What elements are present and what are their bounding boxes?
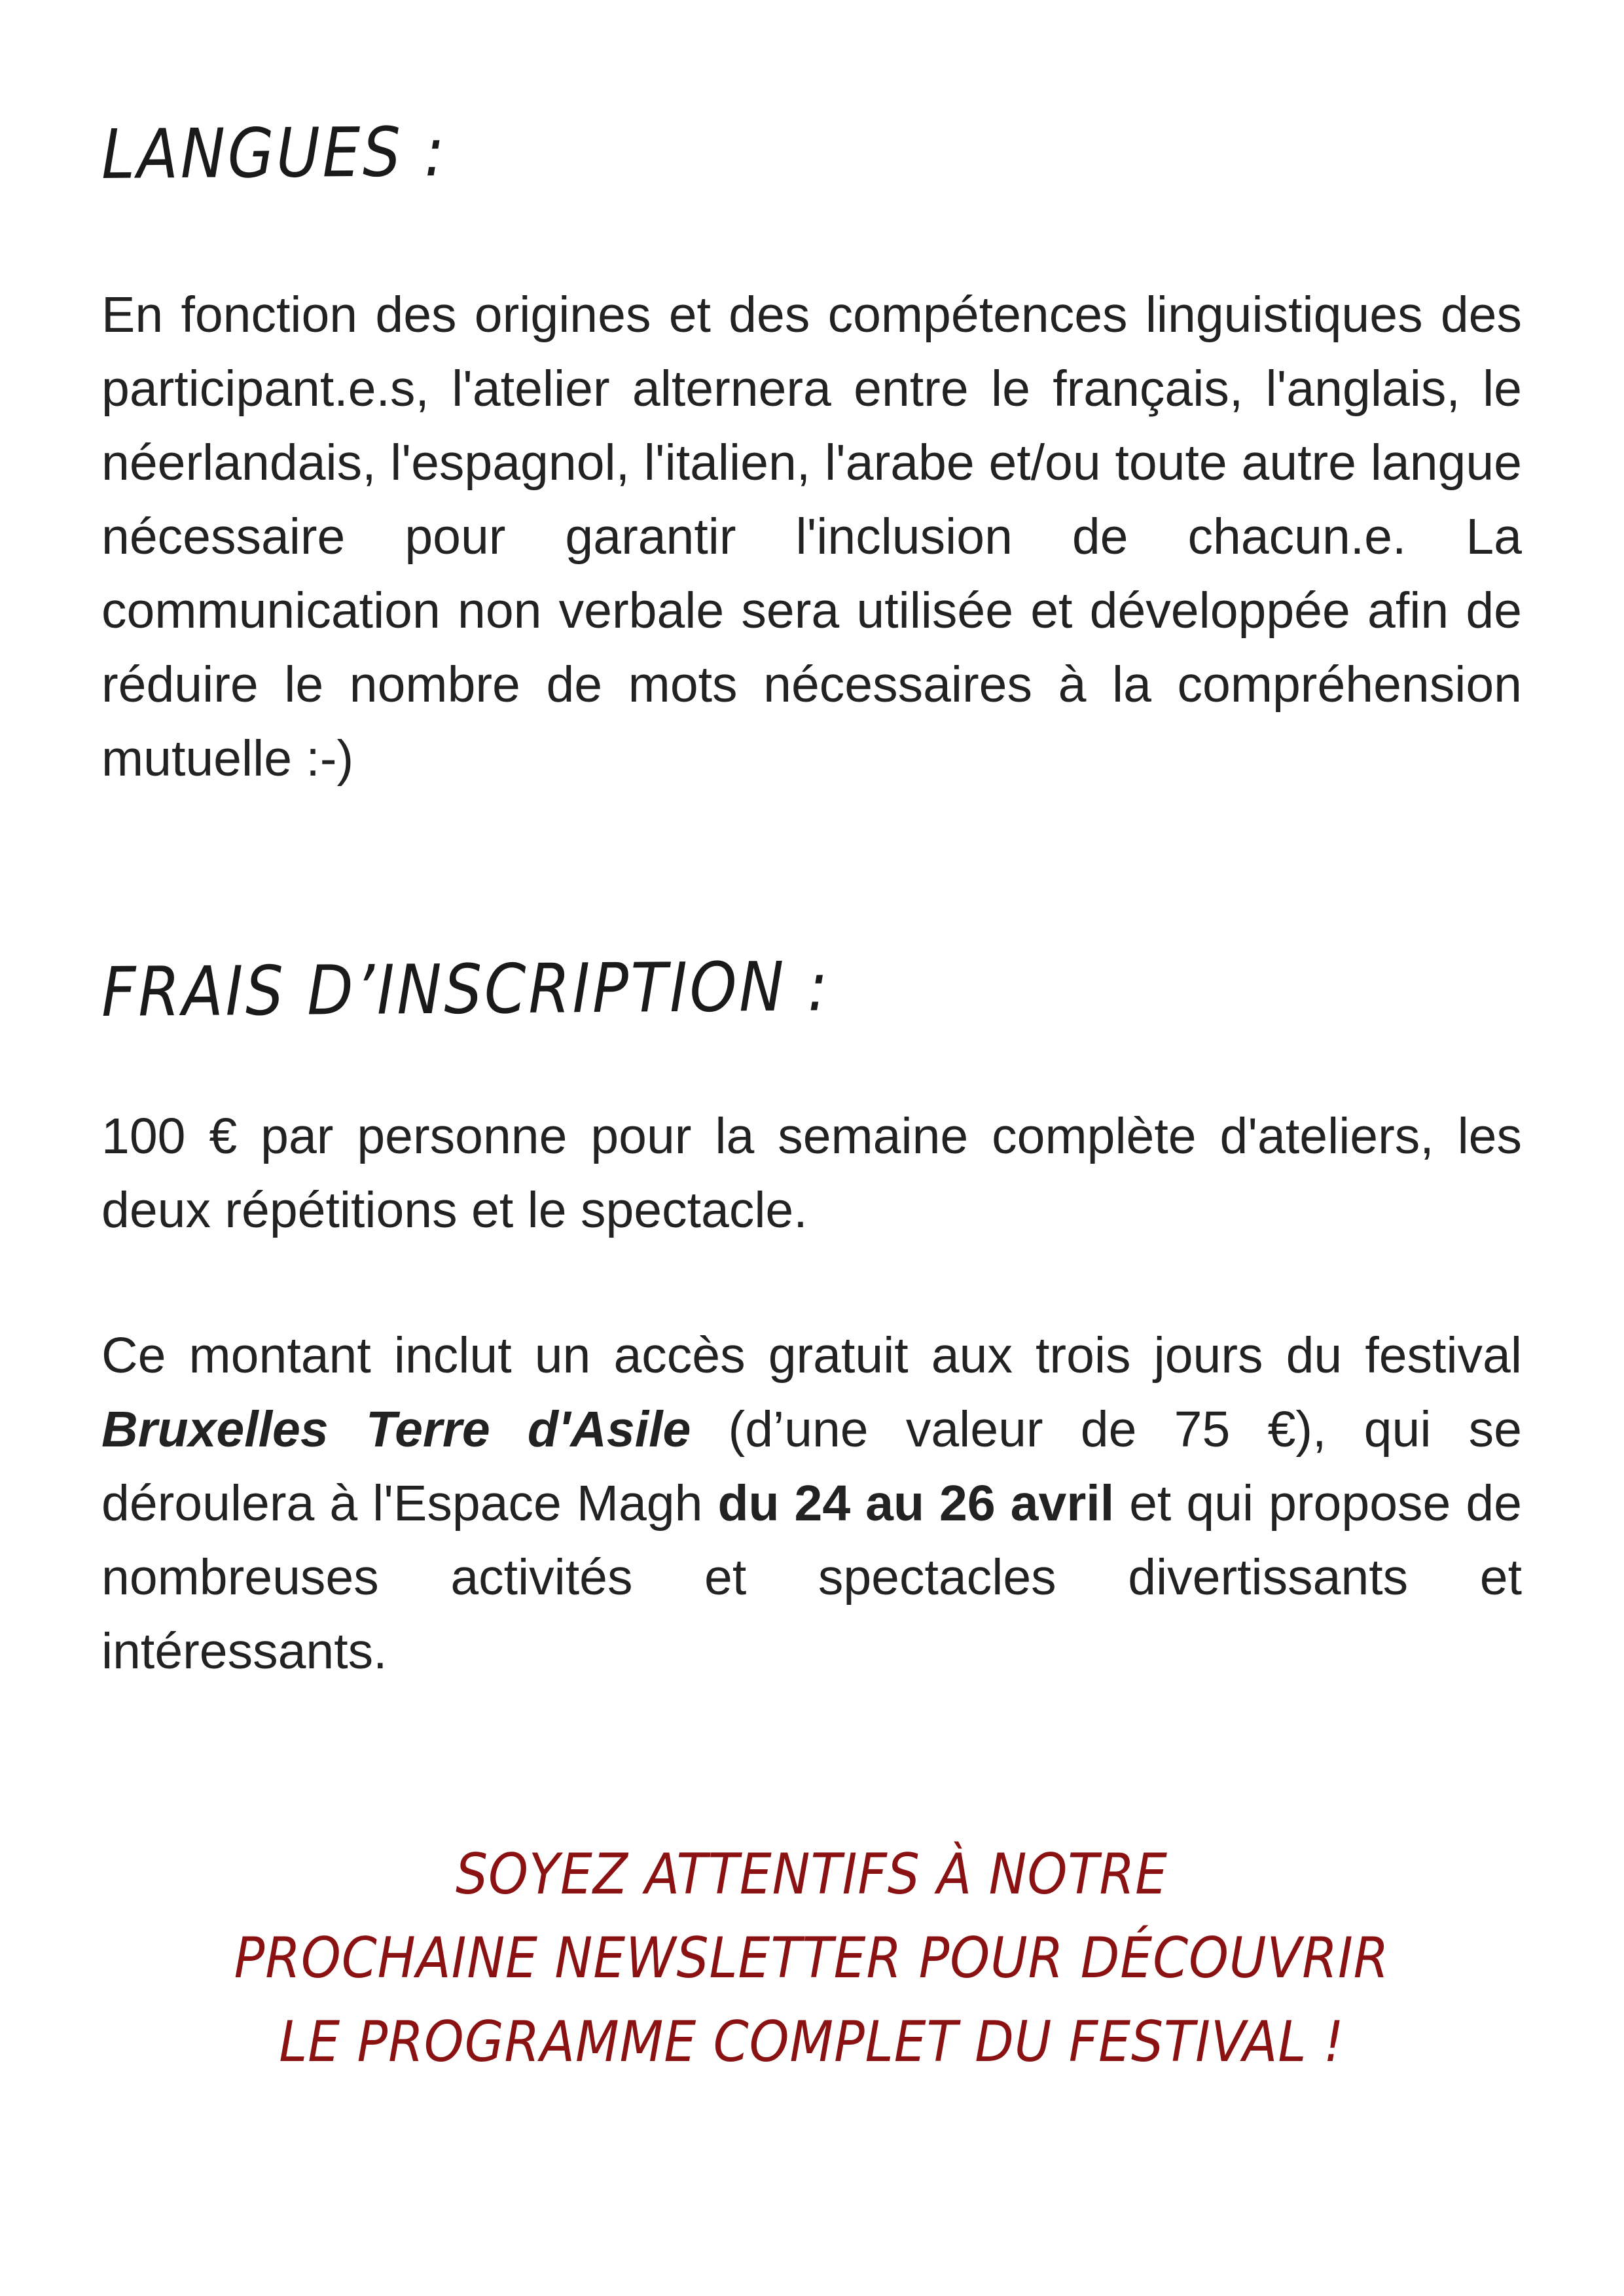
frais-text-part1: Ce montant inclut un accès gratuit aux trois jours du festival xyxy=(101,1327,1522,1384)
callout-line-3: LE PROGRAMME COMPLET DU FESTIVAL ! xyxy=(279,2009,1344,2075)
frais-text-part3: et qui propose de nombreuses activités et spectacles divertissants et intéressants. xyxy=(101,1475,1522,1679)
newsletter-callout xyxy=(79,1833,1545,2084)
callout-line-1: SOYEZ ATTENTIFS À NOTRE xyxy=(456,1842,1168,1907)
frais-text-part2: (d’une valeur de 75 €), qui se déroulera à l'Espace Magh xyxy=(101,1401,1522,1532)
festival-dates: du 24 au 26 avril xyxy=(717,1475,1115,1532)
section-heading-langues: LANGUES : xyxy=(101,111,447,194)
frais-price-paragraph: 100 € par personne pour la semaine complète d'ateliers, les deux répétitions et le spectacle. xyxy=(101,1108,1522,1238)
callout-line-2: PROCHAINE NEWSLETTER POUR DÉCOUVRIR xyxy=(234,1926,1390,1991)
frais-festival-paragraph xyxy=(101,1319,1522,1689)
langues-paragraph: En fonction des origines et des compétences linguistiques des participant.e.s, l'atelier alternera entre le français, l'anglais, le néerlandais, l'espagnol, l'italien, l'arabe et/ou toute autre langue nécessaire pour garantir l'inclusion de chacun.e. La communication non verbale sera utilisée et développée afin de réduire le nombre de mots nécessaires à la compréhension mutuelle :-) xyxy=(101,287,1522,787)
section-heading-frais: FRAIS D’INSCRIPTION : xyxy=(101,946,831,1032)
festival-name: Bruxelles Terre d'Asile xyxy=(101,1401,691,1458)
